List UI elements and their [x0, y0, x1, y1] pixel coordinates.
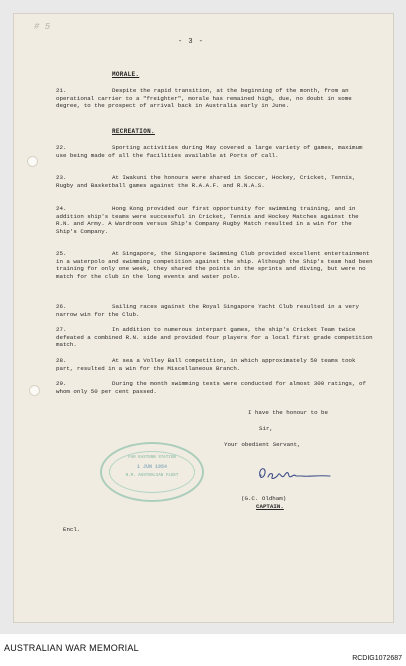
- paragraph-number: 28.: [56, 357, 67, 364]
- section-heading-morale: MORALE.: [112, 71, 140, 78]
- paragraph-number: 23.: [56, 174, 67, 181]
- punch-hole: [29, 385, 40, 396]
- paragraph-text: Sailing races against the Royal Singapore Yacht Club resulted in a very narrow win for the Club.: [56, 303, 359, 318]
- paragraph-text: During the month swimming tests were conducted for almost 300 ratings, of whom only 50 per cent passed.: [56, 380, 366, 395]
- paragraph-26: [56, 303, 374, 318]
- paragraph-25: [56, 250, 374, 280]
- paragraph-number: 29.: [56, 380, 67, 387]
- section-heading-recreation: RECREATION.: [112, 128, 155, 135]
- paragraph-number: 26.: [56, 303, 67, 310]
- paragraph-number: 24.: [56, 205, 67, 212]
- archive-name: AUSTRALIAN WAR MEMORIAL: [4, 643, 139, 653]
- page-number: - 3 -: [178, 38, 205, 46]
- paragraph-text: In addition to numerous interpart games, the ship's Cricket Team twice defeated a combined R.N. side and provided four players for a local first grade competition match.: [56, 326, 373, 349]
- closing-valediction: Your obedient Servant,: [224, 441, 301, 448]
- paragraph-22: [56, 144, 374, 159]
- paragraph-23: [56, 174, 374, 189]
- paragraph-text: At Iwakuni the honours were shared in Soccer, Hockey, Cricket, Tennis, Rugby and Basketball games against the R.A.A.F. and R.N.A.S.: [56, 174, 356, 189]
- paragraph-number: 25.: [56, 250, 67, 257]
- closing-salutation: Sir,: [259, 425, 273, 432]
- stamp-date: 1 JUN 1954: [136, 464, 167, 470]
- paragraph-text: Sporting activities during May covered a large variety of games, maximum use being made of all the facilities available at Ports of call.: [56, 144, 363, 159]
- enclosure-note: Encl.: [63, 526, 81, 533]
- paragraph-number: 21.: [56, 87, 67, 94]
- paragraph-text: Despite the rapid transition, at the beginning of the month, from an operational carrier to a "freighter", morale has remained high, due, no doubt in some degree, to the prospect of arrival back in Australia early in June.: [56, 87, 352, 110]
- received-stamp: [100, 442, 204, 502]
- closing-line: I have the honour to be: [248, 409, 329, 416]
- captain-signature: [256, 464, 334, 484]
- paragraph-21: [56, 87, 374, 110]
- paragraph-24: [56, 205, 374, 235]
- paragraph-28: [56, 357, 374, 372]
- stamp-text: H.M. AUSTRALIAN FLEET: [125, 474, 179, 478]
- pencil-mark: # 5: [34, 22, 51, 32]
- signatory-title: CAPTAIN.: [256, 503, 284, 510]
- paragraph-number: 27.: [56, 326, 67, 333]
- paragraph-text: At Singapore, the Singapore Swimming Club provided excellent entertainment in a waterpolo and swimming competition against the ship. Although the Ship's team had been training for only one week, they shared the points in the sprints and diving, but were no match for the club in the long events and water polo.: [56, 250, 373, 280]
- signatory-name: (G.C. Oldham): [241, 495, 287, 502]
- paragraph-text: At sea a Volley Ball competition, in which approximately 50 teams took part, resulted in a win for the Miscellaneous Branch.: [56, 357, 356, 372]
- paragraph-29: [56, 380, 374, 395]
- paragraph-number: 22.: [56, 144, 67, 151]
- record-id: RCDIG1072687: [352, 655, 402, 662]
- paragraph-text: Hong Kong provided our first opportunity for swimming training, and in addition ship's teams were successful in Cricket, Tennis and Hockey Matches against the R.N. and Army. A Wardroom versus Ship's Company Rugby Match resulted in a win for the Ship's Company.: [56, 205, 359, 235]
- punch-hole: [27, 156, 38, 167]
- paragraph-27: [56, 326, 374, 349]
- stamp-text: FAR EASTERN STATION: [128, 456, 176, 460]
